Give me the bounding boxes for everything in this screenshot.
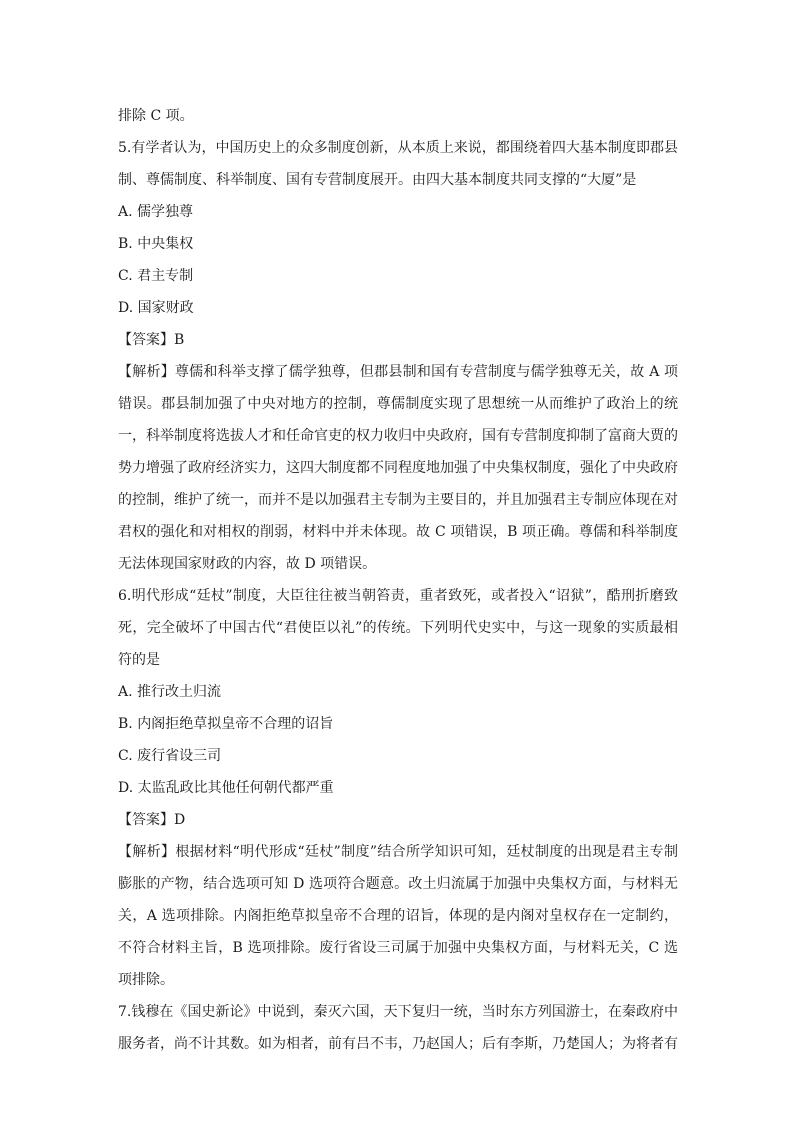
question-6-option-d: D. 太监乱政比其他任何朝代都严重 <box>118 780 334 796</box>
question-5-analysis: 【解析】尊儒和科举支撑了儒学独尊，但郡县制和国有专营制度与儒学独尊无关，故 A 项错误。郡县制加强了中央对地方的控制，尊儒制度实现了思想统一从而维护了政治上的统一，科举制度将选拔人才和任命官吏的权力收归中央政府，国有专营制度抑制了富商大贾的势力增强了政府经济实力，这四大制度都不同程度地加强了中央集权制度，强化了中央政府的控制，维护了统一，而并不是以加强君主专制为主要目的，并且加强君主专制应体现在对君权的强化和对相权的削弱，材料中并未体现。故 C 项错误，B 项正确。尊儒和科举制度无法体现国家财政的内容，故 D 项错误。 <box>118 364 678 572</box>
document-body <box>118 100 678 1060</box>
question-5-option-d: D. 国家财政 <box>118 300 194 316</box>
question-5-option-c: C. 君主专制 <box>118 268 194 284</box>
question-6-answer: 【答案】D <box>118 812 186 828</box>
question-5-answer: 【答案】B <box>118 332 185 348</box>
question-6-option-b: B. 内阁拒绝草拟皇帝不合理的诏旨 <box>118 716 334 732</box>
question-7-stem: 7.钱穆在《国史新论》中说到，秦灭六国，天下复归一统，当时东方列国游士，在秦政府中服务者，尚不计其数。如为相者，前有吕不韦，乃赵国人；后有李斯，乃楚国人；为将者有 <box>118 1004 678 1052</box>
question-5-stem: 5.有学者认为，中国历史上的众多制度创新，从本质上来说，都围绕着四大基本制度即郡县制、尊儒制度、科举制度、国有专营制度展开。由四大基本制度共同支撑的“大厦”是 <box>118 140 678 188</box>
question-6-option-a: A. 推行改土归流 <box>118 684 222 700</box>
question-6-analysis: 【解析】根据材料“明代形成“廷杖”制度”结合所学知识可知，廷杖制度的出现是君主专制膨胀的产物，结合选项可知 D 选项符合题意。改土归流属于加强中央集权方面，与材料无关，A 选项排除。内阁拒绝草拟皇帝不合理的诏旨，体现的是内阁对皇权存在一定制约，不符合材料主旨，B 选项排除。废行省设三司属于加强中央集权方面，与材料无关，C 选项排除。 <box>118 844 678 988</box>
question-5-option-b: B. 中央集权 <box>118 236 194 252</box>
question-6-stem: 6.明代形成“廷杖”制度，大臣往往被当朝笞责，重者致死，或者投入“诏狱”，酷刑折磨致死，完全破坏了中国古代“君使臣以礼”的传统。下列明代史实中，与这一现象的实质最相符的是 <box>118 588 678 668</box>
question-6-option-c: C. 废行省设三司 <box>118 748 222 764</box>
question-5-option-a: A. 儒学独尊 <box>118 204 194 220</box>
previous-answer-tail: 排除 C 项。 <box>118 108 194 124</box>
